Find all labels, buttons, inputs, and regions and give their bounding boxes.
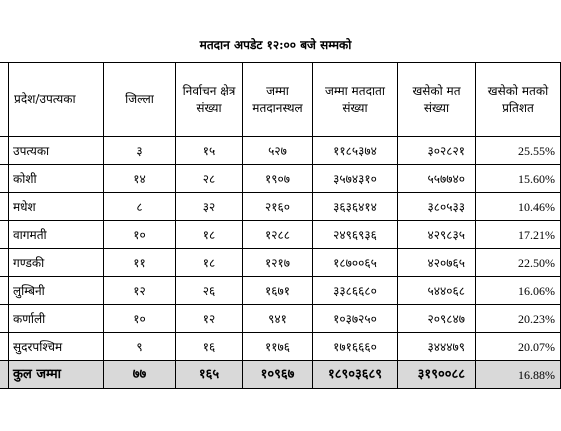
constituency-cell: २८ <box>176 165 243 193</box>
header-row <box>0 63 561 137</box>
votes-percent-cell: 15.60% <box>476 165 561 193</box>
total-voters-cell: १८७००६५ <box>313 249 398 277</box>
constituency-cell: २६ <box>176 277 243 305</box>
table-row <box>0 193 561 221</box>
votes-percent-cell: 20.07% <box>476 333 561 361</box>
district-cell: ११ <box>104 249 176 277</box>
constituency-cell: १६ <box>176 333 243 361</box>
province-cell: लुम्बिनी <box>9 277 104 305</box>
row-index-cell <box>0 277 9 305</box>
polling-stations-cell: ९४१ <box>243 305 313 333</box>
votes-cast-cell: २०९८४७ <box>398 305 476 333</box>
header-cell-index <box>0 63 9 137</box>
row-index-cell <box>0 305 9 333</box>
table-row <box>0 221 561 249</box>
polling-stations-cell: १६७१ <box>243 277 313 305</box>
province-cell: सुदरपश्चिम <box>9 333 104 361</box>
total-district-cell: ७७ <box>104 361 176 389</box>
district-cell: ९ <box>104 333 176 361</box>
polling-stations-cell: १२१७ <box>243 249 313 277</box>
district-cell: ३ <box>104 137 176 165</box>
constituency-cell: १८ <box>176 249 243 277</box>
table-row <box>0 277 561 305</box>
header-cell-votes-percent: खसेको मतको प्रतिशत <box>476 63 561 137</box>
row-index-cell <box>0 249 9 277</box>
province-cell: गण्डकी <box>9 249 104 277</box>
total-voters-cell: ३६३६४१४ <box>313 193 398 221</box>
polling-stations-cell: ११७६ <box>243 333 313 361</box>
votes-percent-cell: 25.55% <box>476 137 561 165</box>
district-cell: १२ <box>104 277 176 305</box>
constituency-cell: १२ <box>176 305 243 333</box>
total-label-cell: कुल जम्मा <box>9 361 104 389</box>
header-cell-votes-cast: खसेको मत संख्या <box>398 63 476 137</box>
header-cell-district: जिल्ला <box>104 63 176 137</box>
province-cell: कर्णाली <box>9 305 104 333</box>
votes-cast-cell: ५५७७४० <box>398 165 476 193</box>
constituency-cell: १५ <box>176 137 243 165</box>
province-cell: कोशी <box>9 165 104 193</box>
province-cell: मधेश <box>9 193 104 221</box>
constituency-cell: १८ <box>176 221 243 249</box>
row-index-cell <box>0 361 9 389</box>
votes-cast-cell: ५४४०६८ <box>398 277 476 305</box>
votes-cast-cell: ३४४४७९ <box>398 333 476 361</box>
row-index-cell <box>0 333 9 361</box>
votes-cast-cell: ३०२८२१ <box>398 137 476 165</box>
polling-stations-cell: २१६० <box>243 193 313 221</box>
table-row <box>0 249 561 277</box>
row-index-cell <box>0 165 9 193</box>
header-cell-polling-stations: जम्मा मतदानस्थल <box>243 63 313 137</box>
header-cell-total-voters: जम्मा मतदाता संख्या <box>313 63 398 137</box>
total-voters-cell: २४९६९३६ <box>313 221 398 249</box>
constituency-cell: ३२ <box>176 193 243 221</box>
votes-cast-cell: ४२९८३५ <box>398 221 476 249</box>
table-row <box>0 137 561 165</box>
votes-percent-cell: 22.50% <box>476 249 561 277</box>
votes-cast-cell: ३८०५३३ <box>398 193 476 221</box>
results-table <box>0 62 561 389</box>
total-constituency-cell: १६५ <box>176 361 243 389</box>
table-row <box>0 165 561 193</box>
votes-cast-cell: ४२०७६५ <box>398 249 476 277</box>
total-voters-cell: १०३७२५० <box>313 305 398 333</box>
header-cell-province: प्रदेश/उपत्यका <box>9 63 104 137</box>
results-table-wrapper <box>0 62 561 389</box>
polling-stations-cell: १९०७ <box>243 165 313 193</box>
total-voters-cell: १८९०३६८९ <box>313 361 398 389</box>
votes-percent-cell: 10.46% <box>476 193 561 221</box>
row-index-cell <box>0 137 9 165</box>
page-title: मतदान अपडेट १२:०० बजे सम्मको <box>199 38 352 52</box>
row-index-cell <box>0 221 9 249</box>
total-voters-cell: ११८५३७४ <box>313 137 398 165</box>
total-voters-cell: ३५७४३१० <box>313 165 398 193</box>
district-cell: १० <box>104 305 176 333</box>
district-cell: ८ <box>104 193 176 221</box>
district-cell: १४ <box>104 165 176 193</box>
total-polling-stations-cell: १०९६७ <box>243 361 313 389</box>
province-cell: वागमती <box>9 221 104 249</box>
total-voters-cell: ३३८६६८० <box>313 277 398 305</box>
province-cell: उपत्यका <box>9 137 104 165</box>
header-cell-constituency: निर्वाचन क्षेत्र संख्या <box>176 63 243 137</box>
votes-percent-cell: 17.21% <box>476 221 561 249</box>
row-index-cell <box>0 193 9 221</box>
table-row <box>0 305 561 333</box>
district-cell: १० <box>104 221 176 249</box>
votes-percent-cell: 16.06% <box>476 277 561 305</box>
polling-stations-cell: १२८८ <box>243 221 313 249</box>
votes-percent-cell: 20.23% <box>476 305 561 333</box>
total-votes-percent-cell: 16.88% <box>476 361 561 389</box>
total-votes-cast-cell: ३१९००८८ <box>398 361 476 389</box>
table-row <box>0 333 561 361</box>
total-row <box>0 361 561 389</box>
total-voters-cell: १७१६६६० <box>313 333 398 361</box>
polling-stations-cell: ५२७ <box>243 137 313 165</box>
